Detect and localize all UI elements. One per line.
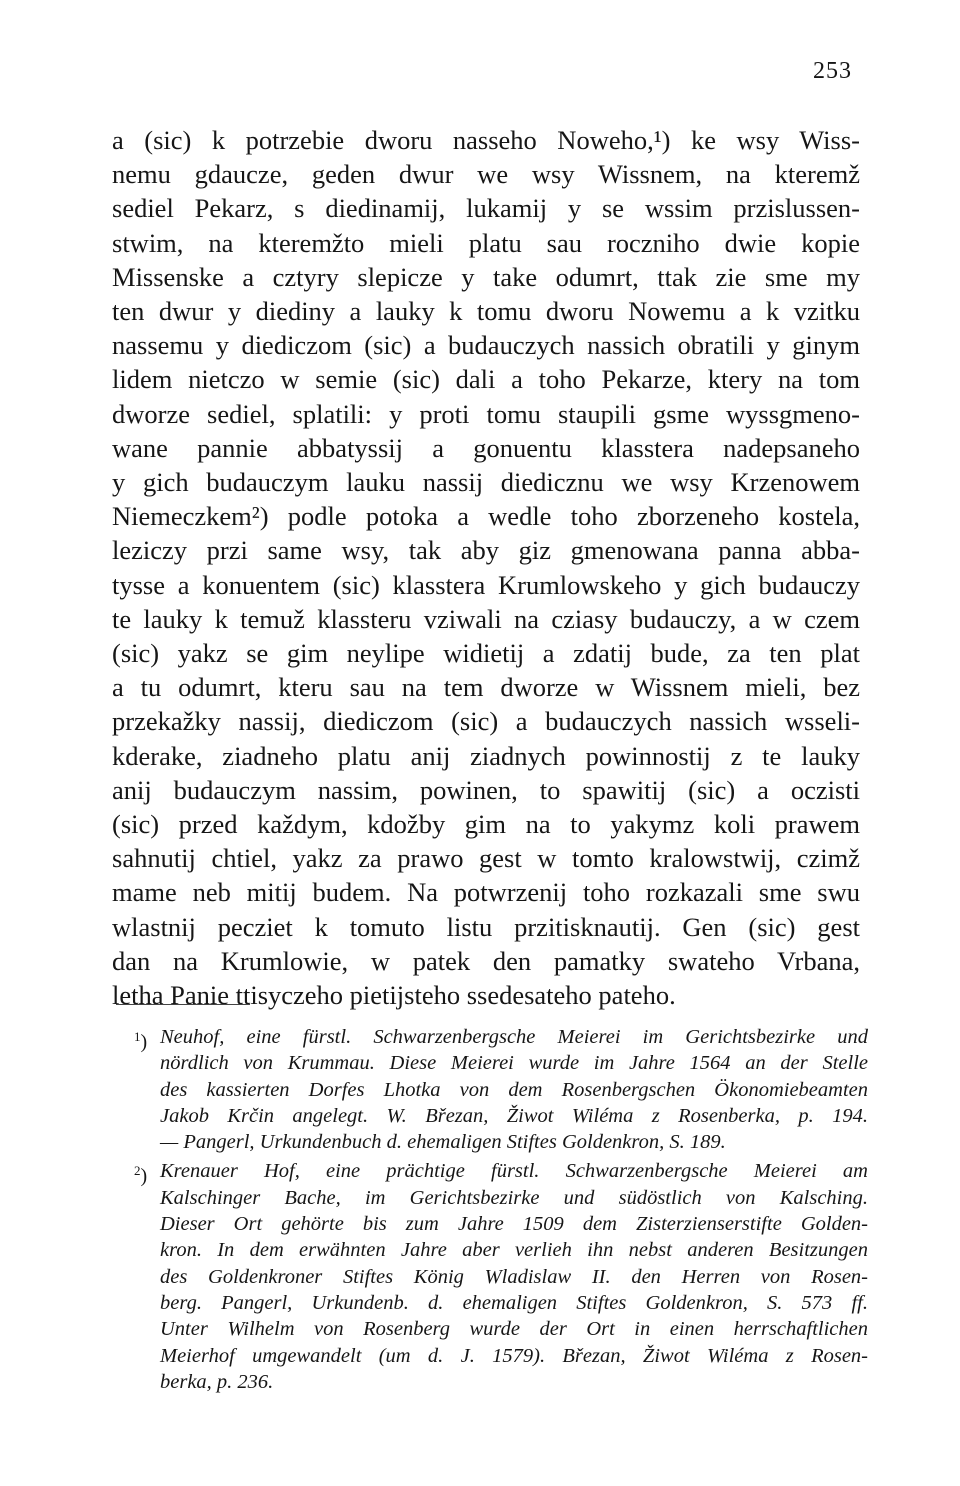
footnote-line: Meierhof umgewandelt (um d. J. 1579). Březan, Žiwot Wiléma z Rosen- [160,1344,868,1367]
text-line: dan na Krumlowie, w patek den pamatky swateho Vrbana, [112,945,860,976]
footnote-line: Krenauer Hof, eine prächtige fürstl. Schwarzenbergsche Meierei am [160,1160,868,1183]
text-line: (sic) yakz se gim neylipe widietij a zdatij bude, za ten plat [112,638,860,669]
footnote-line: Neuhof, eine fürstl. Schwarzenbergsche Meierei im Gerichtsbezirke und [160,1026,868,1048]
text-line: leziczy przi same wsy, tak aby giz gmenowana panna abba- [112,535,860,566]
text-line: tysse a konuentem (sic) klasstera Krumlowskeho y gich budauczy [112,569,860,600]
text-line: wlastnij pecziet k tomuto listu przitisknautij. Gen (sic) gest [112,911,860,942]
text-line: a tu odumrt, kteru sau na tem dworze w Wissnem mieli, bez [112,672,860,703]
page-number: 253 [813,58,852,84]
text-line: mame neb mitij budem. Na potwrzenij toho rozkazali sme swu [112,877,860,908]
footnote-line: des Goldenkroner Stiftes König Wladislaw II. den Herren von Rosen- [160,1265,868,1288]
footnote [130,1024,868,1155]
footnote-marker: $^2$) [134,1163,148,1188]
footnote-line: kron. In dem erwähnten Jahre aber verlieh ihn nebst anderen Besitzungen [160,1239,868,1262]
text-line: nemu gdaucze, geden dwur we wsy Wissnem, na kteremž [112,159,860,190]
text-line: wane pannie abbatyssij a gonuentu klasstera nadepsaneho [112,432,860,463]
text-line: Niemeczkem²) podle potoka a wedle toho zborzeneho kostela, [112,501,860,532]
footnote-line: berg. Pangerl, Urkundenb. d. ehemaligen Stiftes Goldenkron, S. 573 ff. [160,1291,868,1314]
text-line: kderake, ziadneho platu anij ziadnych powinnostij z te lauky [112,740,860,771]
footnote-line: — Pangerl, Urkundenbuch d. ehemaligen Stiftes Goldenkron, S. 189. [160,1131,726,1154]
text-line: dworze sediel, splatili: y proti tomu staupili gsme wyssgmeno- [112,398,860,429]
footnote-separator [116,1004,250,1005]
footnote-number: 2 [134,1163,141,1179]
text-line: Missenske a cztyry slepicze y take odumrt, ttak zie sme my [112,261,860,292]
main-text-body [112,123,860,1012]
text-line: przekažky nassij, diediczom (sic) a budauczych nassich wsseli- [112,706,860,737]
footnote-line: nördlich von Krummau. Diese Meierei wurde im Jahre 1564 an der Stelle [160,1052,868,1075]
text-line: nassemu y diediczom (sic) a budauczych nassich obratili y ginym [112,330,860,361]
footnote-line: Jakob Krčin angelegt. W. Březan, Žiwot Wiléma z Rosenberka, p. 194. [160,1104,868,1127]
text-line: ten dwur y diediny a lauky k tomu dworu Nowemu a k vzitku [112,296,860,327]
text-line: sahnutij chtiel, yakz za prawo gest w tomto kralowstwij, czimž [112,843,860,874]
footnote-marker: $^1$) [134,1029,148,1053]
footnotes-section [130,1024,868,1398]
footnote-number: 1 [134,1029,141,1044]
text-line: (sic) przed každym, kdožby gim na to yakymz koli prawem [112,809,860,840]
footnote-line: Dieser Ort gehörte bis zum Jahre 1509 dem Zisterzienserstifte Golden- [160,1213,868,1236]
text-line: a (sic) k potrzebie dworu nasseho Noweho,¹) ke wsy Wiss- [112,125,860,155]
footnote-line: Unter Wilhelm von Rosenberg wurde der Ort in einen herrschaftlichen [160,1318,868,1341]
footnote-line: berka, p. 236. [160,1370,274,1393]
text-line: y gich budauczym lauku nassij diedicznu we wsy Krzenowem [112,467,860,498]
text-line: anij budauczym nassim, powinen, to spawitij (sic) a oczisti [112,774,860,805]
text-line: lidem nietczo w semie (sic) dali a toho Pekarze, ktery na tom [112,364,860,395]
text-line: sediel Pekarz, s diedinamij, lukamij y se wssim przislussen- [112,193,860,224]
footnote-line: Kalschinger Bache, im Gerichtsbezirke und südöstlich von Kalsching. [160,1186,868,1209]
footnote [130,1158,868,1395]
text-line: letha Panie ttisyczeho pietijsteho ssedesateho pateho. [112,980,676,1011]
footnote-line: des kassierten Dorfes Lhotka von dem Rosenbergschen Ökonomiebeamten [160,1078,868,1101]
text-line: stwim, na kteremžto mieli platu sau roczniho dwie kopie [112,227,860,258]
text-line: te lauky k temuž klassteru vziwali na cziasy budauczy, a w czem [112,603,860,634]
